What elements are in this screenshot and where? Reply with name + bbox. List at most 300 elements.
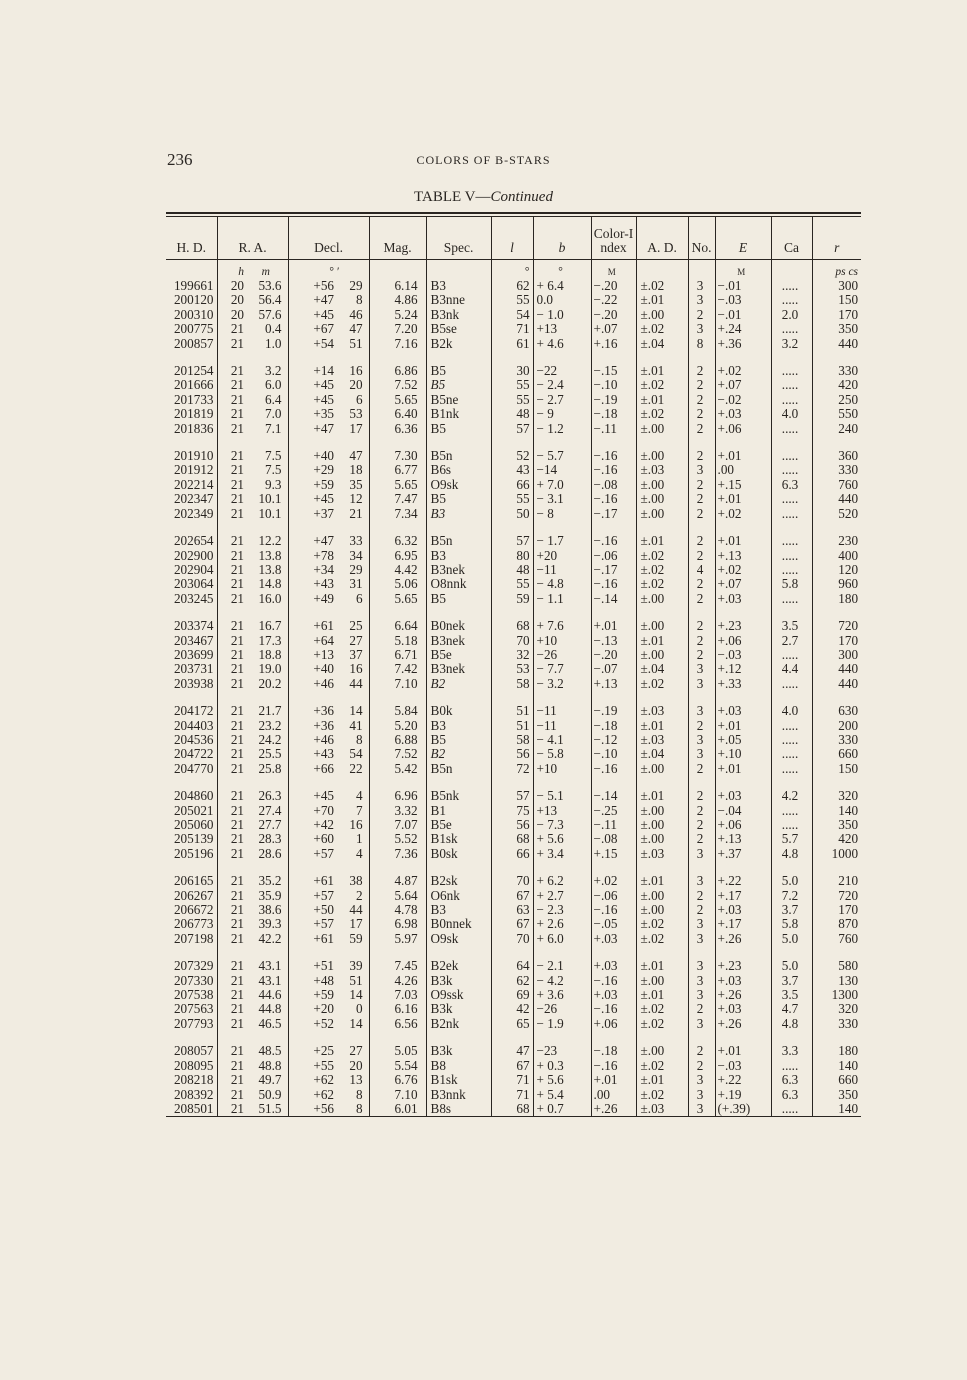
table-title-continued: Continued [490,189,553,205]
table-row [166,1073,861,1087]
no-obs: 3 [688,1073,715,1087]
galactic-l: 69 [491,988,533,1002]
galactic-b: − 1.9 [533,1017,591,1031]
galactic-l: 55 [491,293,533,307]
color-index: −.07 [591,662,636,676]
spectrum: B1sk [426,832,491,846]
hd-number: 204536 [173,731,214,747]
hd-number: 204172 [173,703,214,719]
color-index: +.26 [591,1102,636,1116]
header-row [166,217,861,260]
galactic-b: + 5.6 [533,1073,591,1087]
decl-degrees: +25 [288,1044,337,1058]
color-index: −.10 [591,747,636,761]
decl-degrees: +61 [288,874,337,888]
galactic-l: 47 [491,1044,533,1058]
galactic-l: 56 [491,747,533,761]
excess-e: +.03 [715,789,771,803]
table-row [166,492,861,506]
no-obs: 2 [688,393,715,407]
decl-minutes: 38 [349,873,363,889]
unit-ra-h: h [217,260,247,280]
galactic-l: 55 [491,492,533,506]
decl-minutes: 16 [349,817,363,832]
hd-number: 202900 [173,547,214,563]
excess-e: +.13 [715,549,771,563]
ra-minutes: 56.4 [258,292,282,308]
magnitude: 5.05 [369,1044,426,1058]
color-index: −.18 [591,719,636,733]
ra-minutes: 12.2 [258,533,282,549]
distance-r: 130 [812,974,861,988]
ca: 4.0 [771,704,812,718]
ra-hours: 21 [217,818,247,832]
excess-e: −.01 [715,279,771,293]
table-row [166,507,861,521]
galactic-l: 57 [491,534,533,548]
hd-number: 206165 [173,873,214,889]
ra-minutes: 57.6 [258,306,282,322]
decl-degrees: +46 [288,677,337,691]
distance-r: 300 [812,648,861,662]
magnitude: 4.87 [369,874,426,888]
decl-degrees: +56 [288,279,337,293]
ca: ..... [771,648,812,662]
distance-r: 440 [812,662,861,676]
a-d: ±.02 [636,677,688,691]
spectrum: B3k [426,974,491,988]
spectrum: B3 [426,549,491,563]
table-row [166,719,861,733]
ra-minutes: 53.6 [258,278,282,293]
distance-r: 170 [812,308,861,322]
excess-e: −.03 [715,648,771,662]
ra-hours: 21 [217,648,247,662]
ca: ..... [771,592,812,606]
ca: 3.5 [771,619,812,633]
ra-minutes: 51.5 [258,1100,282,1116]
galactic-l: 66 [491,478,533,492]
excess-e: −.03 [715,1059,771,1073]
excess-e: −.02 [715,393,771,407]
ra-hours: 21 [217,1102,247,1116]
ra-minutes: 25.8 [258,760,282,776]
magnitude: 7.47 [369,492,426,506]
a-d: ±.01 [636,988,688,1002]
galactic-b: − 4.8 [533,577,591,591]
ra-hours: 21 [217,1088,247,1102]
excess-e: +.26 [715,1017,771,1031]
decl-degrees: +60 [288,832,337,846]
spectrum: B5 [426,422,491,436]
magnitude: 4.86 [369,293,426,307]
galactic-b: + 4.6 [533,337,591,351]
ca: ..... [771,549,812,563]
ra-minutes: 42.2 [258,930,282,946]
decl-degrees: +61 [288,932,337,946]
decl-degrees: +62 [288,1073,337,1087]
a-d: ±.00 [636,507,688,521]
ra-hours: 21 [217,1044,247,1058]
galactic-l: 50 [491,507,533,521]
decl-degrees: +50 [288,903,337,917]
ra-hours: 21 [217,959,247,973]
spectrum: B2 [426,677,491,691]
ra-hours: 21 [217,832,247,846]
excess-e: −.01 [715,308,771,322]
galactic-b: − 3.2 [533,677,591,691]
galactic-l: 64 [491,959,533,973]
magnitude: 7.07 [369,818,426,832]
no-obs: 3 [688,917,715,931]
galactic-b: − 7.7 [533,662,591,676]
hd-number: 203374 [173,618,214,634]
decl-minutes: 51 [349,972,363,988]
hd-number: 205021 [173,802,214,818]
ca: 4.4 [771,662,812,676]
a-d: ±.00 [636,478,688,492]
ra-hours: 21 [217,932,247,946]
galactic-b: − 4.2 [533,974,591,988]
excess-e: +.26 [715,932,771,946]
color-index: +.07 [591,322,636,336]
distance-r: 420 [812,832,861,846]
decl-degrees: +42 [288,818,337,832]
decl-degrees: +43 [288,747,337,761]
a-d: ±.00 [636,832,688,846]
unit-e: M [715,260,771,280]
magnitude: 6.96 [369,789,426,803]
running-head: COLORS OF B-STARS [416,153,551,167]
a-d: ±.00 [636,592,688,606]
a-d: ±.00 [636,619,688,633]
decl-degrees: +45 [288,393,337,407]
galactic-l: 68 [491,619,533,633]
decl-degrees: +43 [288,577,337,591]
magnitude: 6.86 [369,364,426,378]
decl-minutes: 46 [349,306,363,322]
no-obs: 2 [688,449,715,463]
excess-e: +.02 [715,563,771,577]
ca: ..... [771,322,812,336]
galactic-b: − 1.7 [533,534,591,548]
table-title-main: TABLE V— [414,189,491,205]
color-index: +.01 [591,1073,636,1087]
ra-hours: 21 [217,889,247,903]
table-row [166,762,861,776]
decl-degrees: +47 [288,534,337,548]
ra-minutes: 7.5 [265,462,282,478]
spectrum: B1nk [426,407,491,421]
galactic-b: −11 [533,719,591,733]
magnitude: 6.64 [369,619,426,633]
galactic-l: 42 [491,1002,533,1016]
ra-minutes: 25.5 [258,746,282,762]
spectrum: B3 [426,903,491,917]
color-index: −.16 [591,1002,636,1016]
galactic-l: 57 [491,422,533,436]
ra-minutes: 0.4 [265,321,282,337]
distance-r: 400 [812,549,861,563]
galactic-b: + 3.6 [533,988,591,1002]
excess-e: +.02 [715,507,771,521]
hd-number: 199661 [173,278,214,293]
spectrum: B3nek [426,563,491,577]
color-index: −.06 [591,549,636,563]
decl-minutes: 44 [349,675,363,691]
distance-r: 360 [812,449,861,463]
a-d: ±.02 [636,1088,688,1102]
hd-number: 203064 [173,576,214,592]
spectrum: B1 [426,804,491,818]
magnitude: 4.42 [369,563,426,577]
table-row [166,1017,861,1031]
hd-number: 207329 [173,958,214,974]
a-d: ±.02 [636,1002,688,1016]
decl-minutes: 53 [349,406,363,422]
col-ad: A. D. [636,217,688,260]
ca: 4.7 [771,1002,812,1016]
galactic-b: − 5.7 [533,449,591,463]
spectrum: B2ek [426,959,491,973]
magnitude: 7.52 [369,747,426,761]
ra-hours: 21 [217,563,247,577]
table-row [166,563,861,577]
ra-minutes: 6.4 [265,391,282,407]
excess-e: (+.39) [715,1102,771,1116]
ra-minutes: 28.6 [258,845,282,861]
galactic-l: 52 [491,449,533,463]
decl-degrees: +49 [288,592,337,606]
galactic-l: 75 [491,804,533,818]
excess-e: +.05 [715,733,771,747]
col-no: No. [688,217,715,260]
decl-minutes: 34 [349,547,363,563]
ra-hours: 21 [217,492,247,506]
decl-degrees: +14 [288,364,337,378]
color-index: −.16 [591,534,636,548]
ra-hours: 20 [217,308,247,322]
magnitude: 5.65 [369,592,426,606]
table-top-rule [166,212,861,214]
no-obs: 3 [688,1102,715,1116]
color-index: −.15 [591,364,636,378]
hd-number: 208095 [173,1057,214,1073]
hd-number: 201836 [173,420,214,436]
ca: ..... [771,393,812,407]
magnitude: 7.36 [369,847,426,861]
table-row [166,804,861,818]
decl-minutes: 16 [349,661,363,677]
decl-degrees: +45 [288,492,337,506]
decl-degrees: +57 [288,917,337,931]
hd-number: 202654 [173,533,214,549]
decl-degrees: +45 [288,308,337,322]
col-spec: Spec. [426,217,491,260]
spectrum: B3 [426,279,491,293]
no-obs: 2 [688,577,715,591]
decl-minutes: 59 [349,930,363,946]
ra-minutes: 23.2 [258,717,282,733]
decl-degrees: +62 [288,1088,337,1102]
table-row [166,592,861,606]
no-obs: 2 [688,478,715,492]
table-row [166,534,861,548]
decl-minutes: 8 [355,1100,363,1116]
ca: ..... [771,507,812,521]
ra-hours: 21 [217,988,247,1002]
hd-number: 200120 [173,292,214,308]
ca: ..... [771,492,812,506]
color-index: −.19 [591,704,636,718]
decl-minutes: 51 [349,335,363,351]
ca: ..... [771,463,812,477]
decl-degrees: +59 [288,988,337,1002]
decl-degrees: +61 [288,619,337,633]
decl-degrees: +29 [288,463,337,477]
magnitude: 6.88 [369,733,426,747]
magnitude: 5.64 [369,889,426,903]
spectrum: B1sk [426,1073,491,1087]
hd-number: 208392 [173,1086,214,1102]
distance-r: 420 [812,378,861,392]
distance-r: 440 [812,677,861,691]
ra-minutes: 13.8 [258,547,282,563]
galactic-b: − 8 [533,507,591,521]
color-index: −.05 [591,917,636,931]
galactic-l: 68 [491,832,533,846]
decl-minutes: 17 [349,916,363,932]
color-index: +.01 [591,619,636,633]
ra-minutes: 17.3 [258,632,282,648]
table-row [166,422,861,436]
no-obs: 2 [688,619,715,633]
decl-minutes: 12 [349,491,363,507]
ra-hours: 21 [217,577,247,591]
a-d: ±.02 [636,577,688,591]
ra-minutes: 27.4 [258,802,282,818]
a-d: ±.00 [636,492,688,506]
ra-hours: 20 [217,279,247,293]
decl-degrees: +51 [288,959,337,973]
distance-r: 580 [812,959,861,973]
no-obs: 3 [688,747,715,761]
spectrum: B6s [426,463,491,477]
ca: 2.0 [771,308,812,322]
ra-hours: 21 [217,662,247,676]
galactic-b: −11 [533,563,591,577]
ra-hours: 21 [217,449,247,463]
a-d: ±.00 [636,308,688,322]
galactic-l: 59 [491,592,533,606]
color-index: −.14 [591,592,636,606]
decl-minutes: 29 [349,278,363,293]
galactic-l: 80 [491,549,533,563]
excess-e: +.17 [715,917,771,931]
color-index: −.16 [591,974,636,988]
spectrum: B5e [426,648,491,662]
table-row [166,974,861,988]
distance-r: 440 [812,337,861,351]
ra-minutes: 35.9 [258,887,282,903]
ra-minutes: 7.1 [265,420,282,436]
table-row [166,648,861,662]
ra-minutes: 10.1 [258,491,282,507]
decl-minutes: 8 [355,1086,363,1102]
distance-r: 520 [812,507,861,521]
decl-minutes: 47 [349,448,363,464]
galactic-l: 72 [491,762,533,776]
table-row [166,1044,861,1058]
ra-minutes: 7.5 [265,448,282,464]
distance-r: 960 [812,577,861,591]
table-row [166,322,861,336]
ca: 4.8 [771,1017,812,1031]
decl-degrees: +78 [288,549,337,563]
magnitude: 5.97 [369,932,426,946]
magnitude: 6.77 [369,463,426,477]
decl-minutes: 33 [349,533,363,549]
magnitude: 6.71 [369,648,426,662]
table-row [166,293,861,307]
table-row [166,1059,861,1073]
hd-number: 202214 [173,476,214,492]
magnitude: 6.36 [369,422,426,436]
no-obs: 2 [688,492,715,506]
decl-minutes: 6 [355,391,363,407]
decl-minutes: 6 [355,590,363,606]
hd-number: 204722 [173,746,214,762]
col-decl: Decl. [288,217,369,260]
ca: 4.2 [771,789,812,803]
table-row [166,378,861,392]
ra-hours: 21 [217,747,247,761]
ra-minutes: 18.8 [258,646,282,662]
decl-minutes: 20 [349,377,363,393]
magnitude: 5.18 [369,634,426,648]
ra-hours: 21 [217,592,247,606]
distance-r: 350 [812,818,861,832]
no-obs: 2 [688,308,715,322]
distance-r: 230 [812,534,861,548]
ca: 5.0 [771,932,812,946]
color-index: +.13 [591,677,636,691]
decl-degrees: +56 [288,1102,337,1116]
unit-ci: M [591,260,636,280]
no-obs: 2 [688,648,715,662]
excess-e: +.07 [715,378,771,392]
galactic-b: + 2.6 [533,917,591,931]
col-ra: R. A. [217,217,288,260]
excess-e: +.06 [715,634,771,648]
distance-r: 720 [812,619,861,633]
ra-hours: 21 [217,619,247,633]
ca: ..... [771,804,812,818]
hd-number: 204860 [173,788,214,804]
hd-number: 202349 [173,505,214,521]
magnitude: 7.10 [369,677,426,691]
hd-number: 201254 [173,363,214,379]
ra-hours: 21 [217,789,247,803]
a-d: ±.00 [636,762,688,776]
ra-hours: 21 [217,507,247,521]
galactic-l: 54 [491,308,533,322]
galactic-b: + 7.6 [533,619,591,633]
a-d: ±.02 [636,378,688,392]
decl-degrees: +64 [288,634,337,648]
decl-minutes: 2 [355,887,363,903]
hd-number: 205060 [173,817,214,832]
